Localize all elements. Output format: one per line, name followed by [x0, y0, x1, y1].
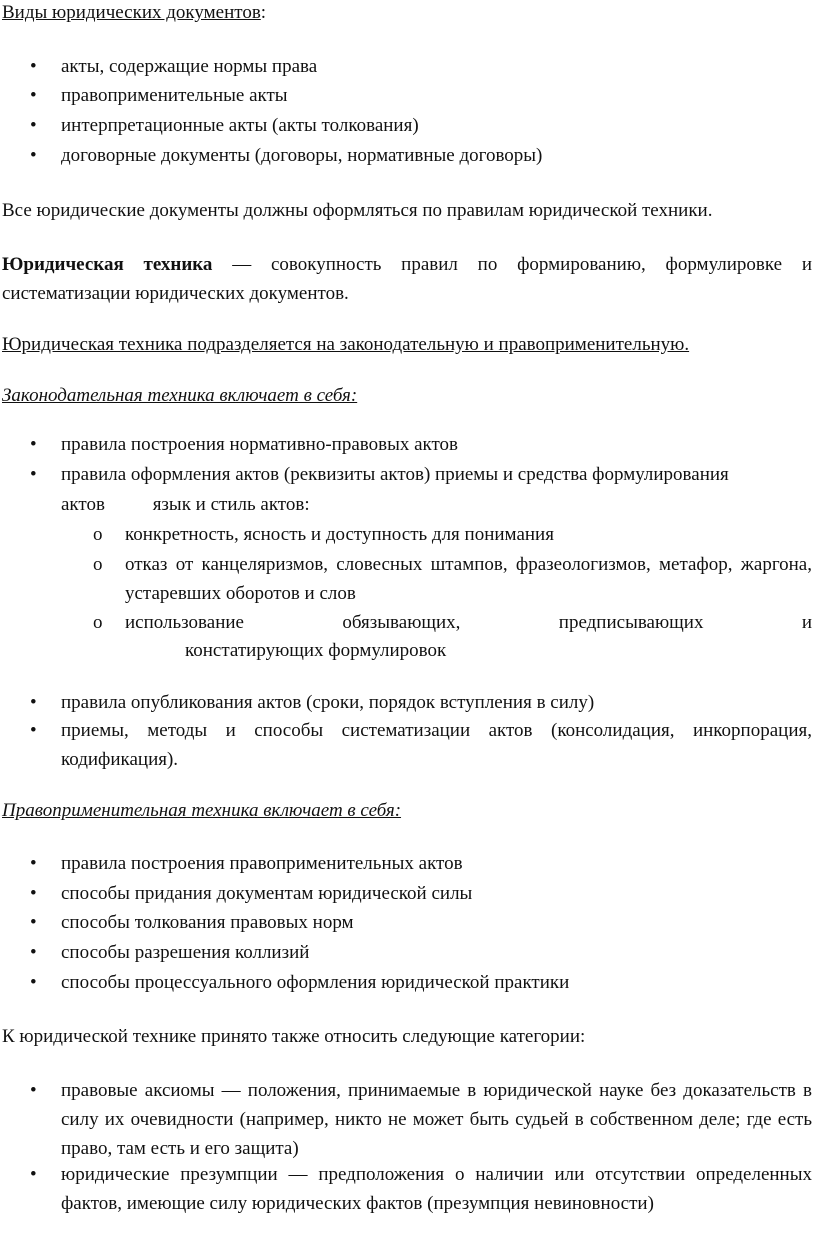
sub-bullet: o — [93, 554, 103, 575]
definition-paragraph: Юридическая техника — совокупность правил по формированию, формулировке и систематизации юридических документов. — [2, 254, 812, 304]
bullet: • — [30, 434, 37, 455]
categories-intro: К юридической технике принято также относить следующие категории: — [2, 1026, 586, 1047]
sub-bullet: o — [93, 524, 103, 545]
sub-bullet: o — [93, 612, 103, 633]
doc-types-heading: Виды юридических документов: — [2, 2, 267, 23]
bullet: • — [30, 464, 37, 485]
division-paragraph: Юридическая техника подразделяется на законодательную и правоприменительную. — [2, 334, 690, 355]
bullet: • — [30, 912, 37, 933]
bullet: • — [30, 883, 37, 904]
bullet: • — [30, 942, 37, 963]
bullet: • — [30, 145, 37, 166]
bullet: • — [30, 720, 37, 741]
bullet: • — [30, 115, 37, 136]
bullet: • — [30, 1164, 37, 1185]
bullet: • — [30, 692, 37, 713]
bullet: • — [30, 1080, 37, 1101]
bullet: • — [30, 56, 37, 77]
paragraph-all-docs: Все юридические документы должны оформляться по правилам юридической техники. — [2, 200, 713, 221]
bullet: • — [30, 972, 37, 993]
bullet: • — [30, 853, 37, 874]
definition-term: Юридическая техника — [2, 254, 213, 275]
legislative-heading: Законодательная техника включает в себя: — [2, 385, 358, 406]
bullet: • — [30, 85, 37, 106]
enforcement-heading: Правоприменительная техника включает в себя: — [2, 800, 402, 821]
